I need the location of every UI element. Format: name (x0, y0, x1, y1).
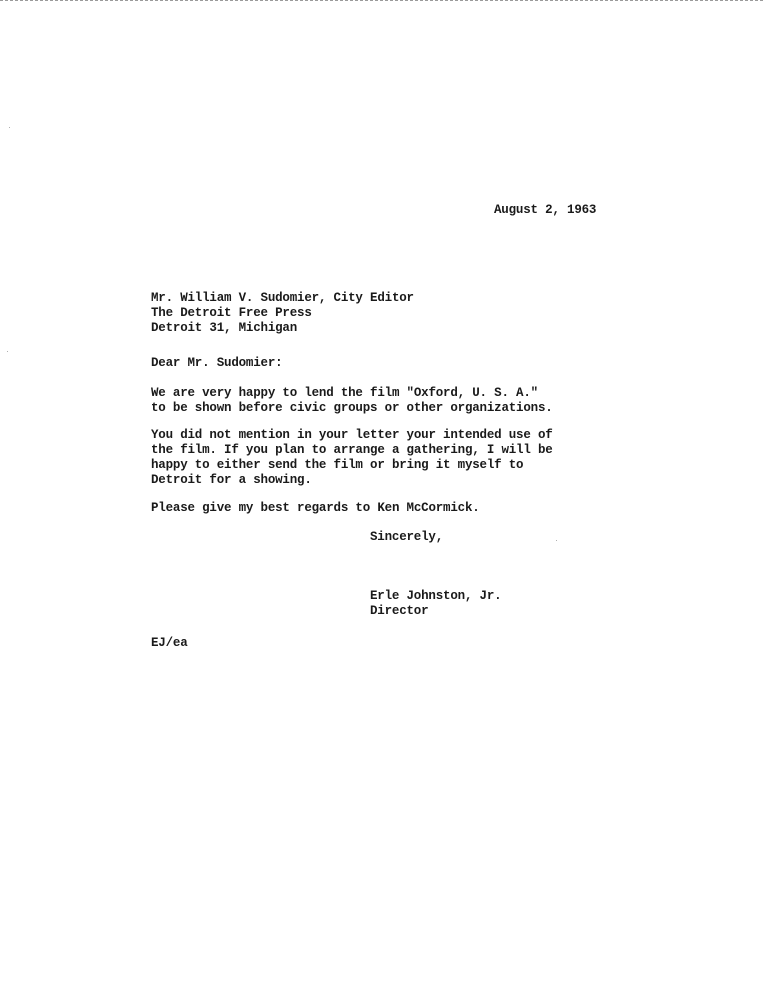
signer-title: Director (370, 604, 429, 618)
scan-speck (556, 540, 557, 541)
salutation: Dear Mr. Sudomier: (151, 356, 283, 370)
signer-name: Erle Johnston, Jr. (370, 589, 502, 603)
paragraph-line: You did not mention in your letter your intended use of (151, 428, 553, 442)
recipient-line: The Detroit Free Press (151, 306, 312, 320)
recipient-line: Detroit 31, Michigan (151, 321, 298, 335)
signature-block (370, 589, 501, 619)
paragraph-line: We are very happy to lend the film "Oxford, U. S. A." (151, 386, 538, 400)
paragraph-1 (151, 386, 553, 416)
paragraph-line: Detroit for a showing. (151, 473, 312, 487)
paragraph-3: Please give my best regards to Ken McCormick. (151, 501, 480, 515)
paragraph-line: to be shown before civic groups or other organizations. (151, 401, 553, 415)
scan-speck (9, 127, 10, 128)
recipient-line: Mr. William V. Sudomier, City Editor (151, 291, 414, 305)
paragraph-2 (151, 428, 553, 488)
closing: Sincerely, (370, 530, 444, 544)
page-top-edge (0, 0, 763, 1)
recipient-address (151, 291, 414, 336)
paragraph-line: happy to either send the film or bring it myself to (151, 458, 524, 472)
letter-date: August 2, 1963 (494, 203, 597, 217)
scan-speck (7, 351, 8, 352)
paragraph-line: the film. If you plan to arrange a gathering, I will be (151, 443, 553, 457)
reference-initials: EJ/ea (151, 636, 188, 650)
